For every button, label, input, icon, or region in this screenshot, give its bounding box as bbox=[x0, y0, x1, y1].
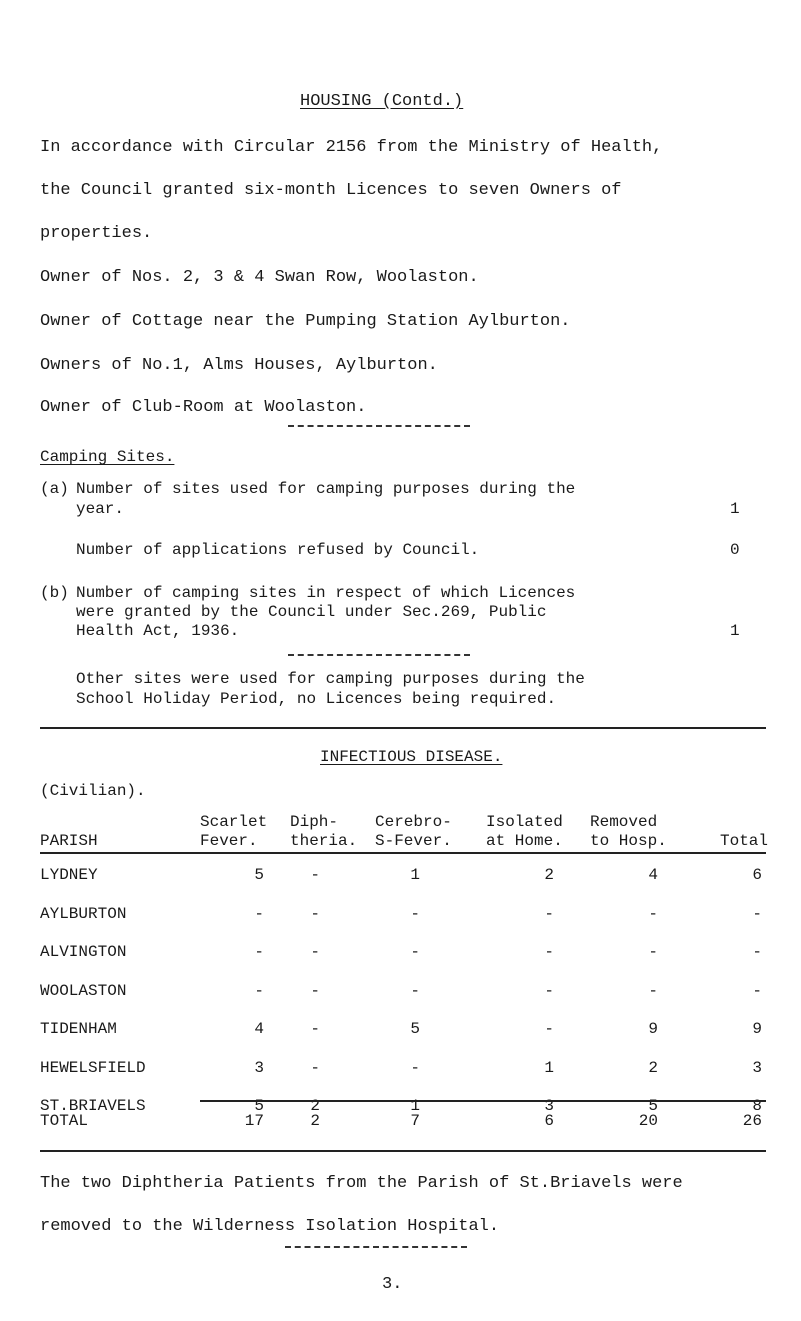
cell-isolated: 3 bbox=[544, 1097, 554, 1115]
col-header-parish: PARISH bbox=[40, 832, 98, 850]
cell-total: 6 bbox=[752, 866, 762, 884]
cell-removed: 9 bbox=[648, 1020, 658, 1038]
cell-scarlet: - bbox=[254, 981, 264, 1000]
cell-diph: - bbox=[310, 1058, 320, 1077]
owner-item: Owner of Club-Room at Woolaston. bbox=[40, 398, 367, 417]
cell-total: 9 bbox=[752, 1020, 762, 1038]
col-header-removed: Removed bbox=[590, 813, 658, 831]
camping-b-line: Number of camping sites in respect of which Licences bbox=[76, 584, 576, 602]
footer-note-line: The two Diphtheria Patients from the Parish of St.Briavels were bbox=[40, 1174, 683, 1193]
refused-value: 0 bbox=[730, 541, 740, 559]
cell-scarlet: 5 bbox=[254, 1097, 264, 1115]
cell-parish: ALVINGTON bbox=[40, 943, 127, 961]
col-header-cerebro: Cerebro- bbox=[375, 813, 452, 831]
cell-removed: - bbox=[648, 981, 658, 1000]
page-number: 3. bbox=[382, 1275, 403, 1294]
cell-removed: - bbox=[648, 904, 658, 923]
cell-parish: AYLBURTON bbox=[40, 904, 127, 923]
cell-isolated: - bbox=[544, 1020, 554, 1038]
cell-parish: ST.BRIAVELS bbox=[40, 1097, 146, 1115]
camping-b-value: 1 bbox=[730, 622, 740, 640]
infectious-subtitle: (Civilian). bbox=[40, 782, 146, 800]
cell-parish: LYDNEY bbox=[40, 866, 98, 884]
col-header-total: Total bbox=[720, 832, 769, 850]
cell-scarlet: - bbox=[254, 943, 264, 961]
camping-b-label: (b) bbox=[40, 584, 69, 602]
col-header-isolated: Isolated bbox=[486, 813, 563, 831]
section-rule bbox=[40, 727, 766, 729]
total-scarlet: 17 bbox=[244, 1112, 264, 1130]
camping-a-line: Number of sites used for camping purposes during the bbox=[76, 480, 576, 498]
total-diph: 2 bbox=[310, 1112, 320, 1130]
cell-diph: - bbox=[310, 904, 320, 923]
other-sites-line: Other sites were used for camping purposes during the bbox=[76, 670, 585, 688]
totals-label: TOTAL bbox=[40, 1112, 89, 1130]
other-sites-line: School Holiday Period, no Licences being required. bbox=[76, 690, 557, 708]
col-header-diph: theria. bbox=[290, 832, 358, 850]
cell-parish: TIDENHAM bbox=[40, 1020, 117, 1038]
camping-b-line: Health Act, 1936. bbox=[76, 622, 240, 640]
cell-total: - bbox=[752, 904, 762, 923]
camping-heading: Camping Sites. bbox=[40, 448, 175, 466]
cell-diph: - bbox=[310, 1020, 320, 1038]
page-title: HOUSING (Contd.) bbox=[300, 92, 464, 111]
cell-removed: 4 bbox=[648, 866, 658, 884]
footer-note-line: removed to the Wilderness Isolation Hospital. bbox=[40, 1217, 500, 1236]
section-rule bbox=[40, 1150, 766, 1152]
owner-item: Owner of Nos. 2, 3 & 4 Swan Row, Woolaston. bbox=[40, 268, 479, 287]
camping-a-value: 1 bbox=[730, 500, 740, 518]
total-removed: 20 bbox=[638, 1112, 658, 1130]
cell-scarlet: 5 bbox=[254, 866, 264, 884]
total-cerebro: 7 bbox=[410, 1112, 420, 1130]
cell-cerebro: 1 bbox=[410, 866, 420, 884]
cell-isolated: - bbox=[544, 904, 554, 923]
col-header-diph: Diph- bbox=[290, 813, 339, 831]
cell-cerebro: - bbox=[410, 981, 420, 1000]
divider bbox=[285, 1246, 467, 1248]
col-header-cerebro: S-Fever. bbox=[375, 832, 452, 850]
cell-diph: - bbox=[310, 866, 320, 884]
infectious-title: INFECTIOUS DISEASE. bbox=[320, 748, 503, 766]
divider bbox=[288, 425, 470, 427]
col-header-removed: to Hosp. bbox=[590, 832, 667, 850]
cell-parish: HEWELSFIELD bbox=[40, 1058, 146, 1077]
camping-b-line: were granted by the Council under Sec.269, Public bbox=[76, 603, 547, 621]
col-header-scarlet: Fever. bbox=[200, 832, 258, 850]
camping-a-label: (a) bbox=[40, 480, 69, 498]
cell-scarlet: 4 bbox=[254, 1020, 264, 1038]
cell-total: 3 bbox=[752, 1058, 762, 1077]
owner-item: Owners of No.1, Alms Houses, Aylburton. bbox=[40, 356, 438, 375]
cell-removed: - bbox=[648, 943, 658, 961]
cell-scarlet: - bbox=[254, 904, 264, 923]
table-header-rule bbox=[40, 852, 766, 854]
cell-isolated: - bbox=[544, 981, 554, 1000]
cell-diph: - bbox=[310, 981, 320, 1000]
cell-diph: - bbox=[310, 943, 320, 961]
cell-total: - bbox=[752, 981, 762, 1000]
col-header-scarlet: Scarlet bbox=[200, 813, 268, 831]
cell-parish: WOOLASTON bbox=[40, 981, 127, 1000]
licence-paragraph-line: properties. bbox=[40, 224, 153, 243]
refused-text: Number of applications refused by Council. bbox=[76, 541, 480, 559]
cell-scarlet: 3 bbox=[254, 1058, 264, 1077]
cell-cerebro: - bbox=[410, 943, 420, 961]
licence-paragraph-line: the Council granted six-month Licences to seven Owners of bbox=[40, 181, 622, 200]
owner-item: Owner of Cottage near the Pumping Station Aylburton. bbox=[40, 312, 571, 331]
cell-diph: 2 bbox=[310, 1097, 320, 1115]
licence-paragraph-line: In accordance with Circular 2156 from the Ministry of Health, bbox=[40, 138, 663, 157]
cell-cerebro: 5 bbox=[410, 1020, 420, 1038]
cell-isolated: 2 bbox=[544, 866, 554, 884]
cell-isolated: - bbox=[544, 943, 554, 961]
cell-cerebro: 1 bbox=[410, 1097, 420, 1115]
cell-cerebro: - bbox=[410, 904, 420, 923]
col-header-isolated: at Home. bbox=[486, 832, 563, 850]
cell-isolated: 1 bbox=[544, 1058, 554, 1077]
cell-removed: 5 bbox=[648, 1097, 658, 1115]
total-total: 26 bbox=[742, 1112, 762, 1130]
divider bbox=[288, 654, 470, 656]
cell-removed: 2 bbox=[648, 1058, 658, 1077]
cell-total: 8 bbox=[752, 1097, 762, 1115]
camping-a-line: year. bbox=[76, 500, 125, 518]
cell-total: - bbox=[752, 943, 762, 961]
totals-rule bbox=[200, 1100, 766, 1102]
cell-cerebro: - bbox=[410, 1058, 420, 1077]
total-isolated: 6 bbox=[544, 1112, 554, 1130]
